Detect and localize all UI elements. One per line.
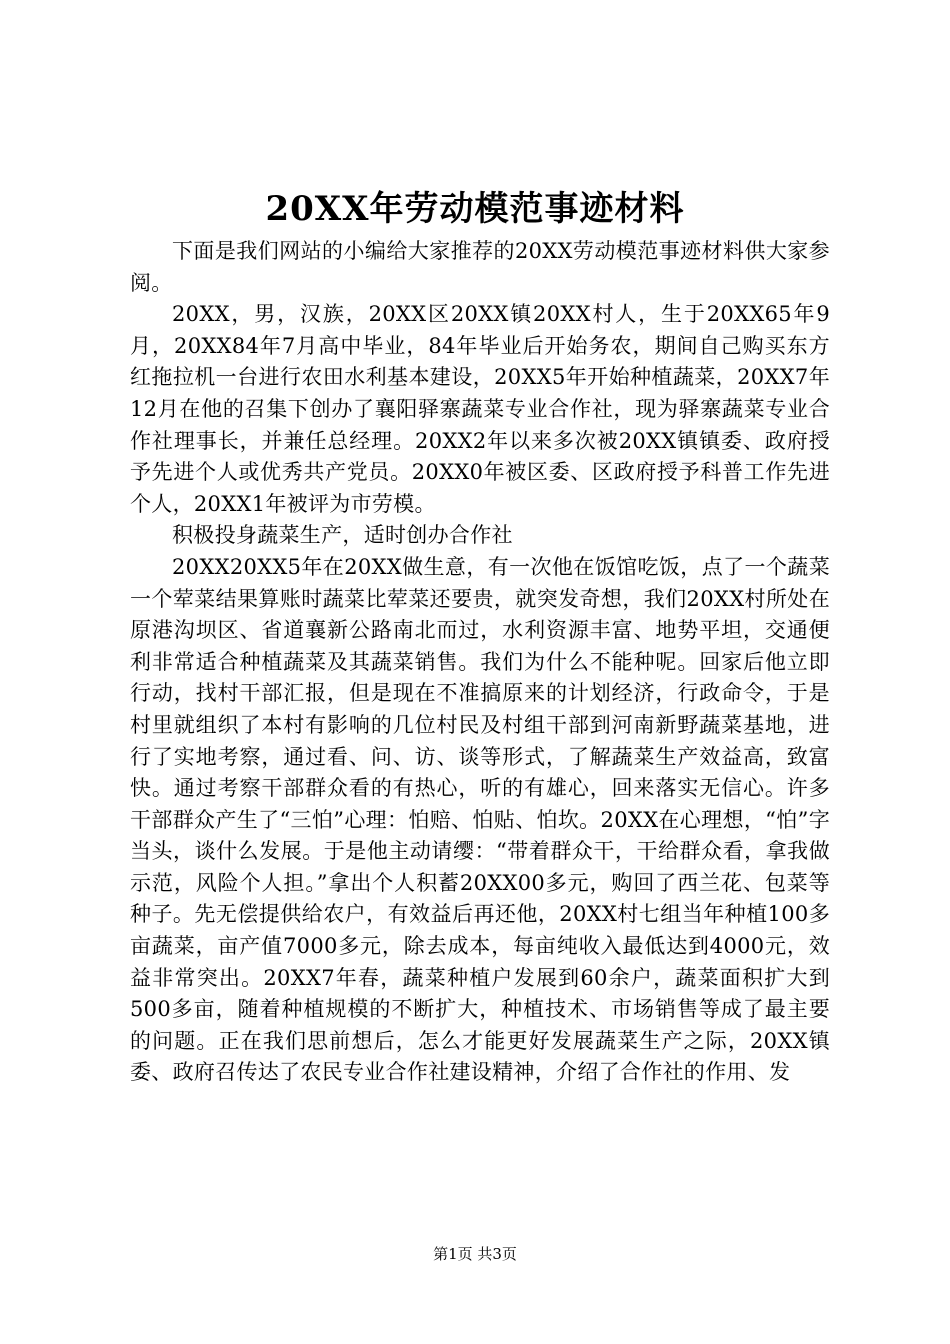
document-body [130, 236, 830, 1089]
section-heading: 积极投身蔬菜生产，适时创办合作社 [172, 523, 513, 548]
paragraph-story: 20XX20XX5年在20XX做生意，有一次他在饭馆吃饭，点了一个蔬菜一个荤菜结果算账时蔬菜比荤菜还要贵，就突发奇想，我们20XX村所处在原港沟坝区、省道襄新公路南北而过，水利资源丰富、地势平坦，交通便利非常适合种植蔬菜及其蔬菜销售。我们为什么不能种呢。回家后他立即行动，找村干部汇报，但是现在不准搞原来的计划经济，行政命令，于是村里就组织了本村有影响的几位村民及村组干部到河南新野蔬菜基地，进行了实地考察，通过看、问、访、谈等形式，了解蔬菜生产效益高，致富快。通过考察干部群众看的有热心，听的有雄心，回来落实无信心。许多干部群众产生了“三怕”心理：怕赔、怕贴、怕坎。20XX在心理想，“怕”字当头，谈什么发展。于是他主动请缨：“带着群众干，干给群众看，拿我做示范，风险个人担。”拿出个人积蓄20XX00多元，购回了西兰花、包菜等种子。先无偿提供给农户，有效益后再还他，20XX村七组当年种植100多亩蔬菜，亩产值7000多元，除去成本，每亩纯收入最低达到4000元，效益非常突出。20XX7年春，蔬菜种植户发展到60余户，蔬菜面积扩大到500多亩，随着种植规模的不断扩大，种植技术、市场销售等成了最主要的问题。正在我们思前想后，怎么才能更好发展蔬菜生产之际，20XX镇委、政府召传达了农民专业合作社建设精神，介绍了合作社的作用、发 [130, 554, 830, 1085]
document-title: 20XX年劳动模范事迹材料 [265, 189, 685, 229]
page-footer: 第1页 共3页 [433, 1245, 517, 1263]
paragraph-intro: 下面是我们网站的小编给大家推荐的20XX劳动模范事迹材料供大家参阅。 [130, 239, 830, 295]
paragraph-biography: 20XX，男，汉族，20XX区20XX镇20XX村人，生于20XX65年9月，20XX84年7月高中毕业，84年毕业后开始务农，期间自己购买东方红拖拉机一台进行农田水利基本建设，20XX5年开始种植蔬菜，20XX7年12月在他的召集下创办了襄阳驿寨蔬菜专业合作社，现为驿寨蔬菜专业合作社理事长，并兼任总经理。20XX2年以来多次被20XX镇镇委、政府授予先进个人或优秀共产党员。20XX0年被区委、区政府授予科普工作先进个人，20XX1年被评为市劳模。 [130, 302, 830, 516]
